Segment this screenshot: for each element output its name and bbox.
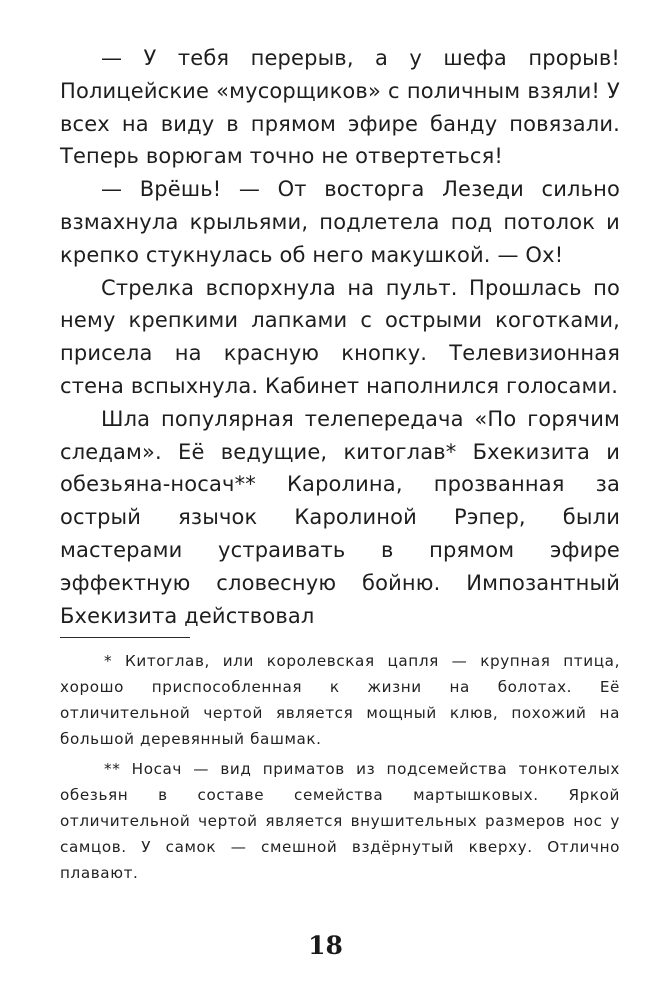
paragraph-4: Шла популярная телепередача «По горячим следам». Её ведущие, китоглав* Бхекизита и обезьяна-носач** Каролина, прозванная за острый язычок Каролиной Рэпер, были мастерами устраивать в прямом эфире эффектную словесную бойню. Импозантный Бхекизита действовал bbox=[60, 406, 620, 628]
paragraph-1: — У тебя перерыв, а у шефа прорыв! Полицейские «мусорщиков» с поличным взяли! У всех на виду в прямом эфире банду повязали. Теперь ворюгам точно не отвертеться! bbox=[60, 46, 620, 169]
page-number: 18 bbox=[308, 931, 343, 960]
paragraph-3: Стрелка вспорхнула на пульт. Прошлась по нему крепкими лапками с острыми коготками, присела на красную кнопку. Телевизионная стена вспыхнула. Кабинет наполнился голосами. bbox=[60, 275, 620, 398]
main-text bbox=[60, 42, 620, 632]
footnote-separator bbox=[60, 637, 190, 638]
footnote-2: ** Носач — вид приматов из подсемейства тонкотелых обезьян в составе семейства мартышковых. Яркой отличительной чертой является внушительных размеров нос у самцов. У самок — смешной вздёрнутый кверху. Отлично плавают. bbox=[60, 760, 620, 882]
footnotes bbox=[60, 648, 620, 890]
footnote-1: * Китоглав, или королевская цапля — крупная птица, хорошо приспособленная к жизни на болотах. Её отличительной чертой является мощный клюв, похожий на большой деревянный башмак. bbox=[60, 652, 620, 748]
paragraph-2: — Врёшь! — От восторга Лезеди сильно взмахнула крыльями, подлетела под потолок и крепко стукнулась об него макушкой. — Ох! bbox=[60, 177, 620, 267]
